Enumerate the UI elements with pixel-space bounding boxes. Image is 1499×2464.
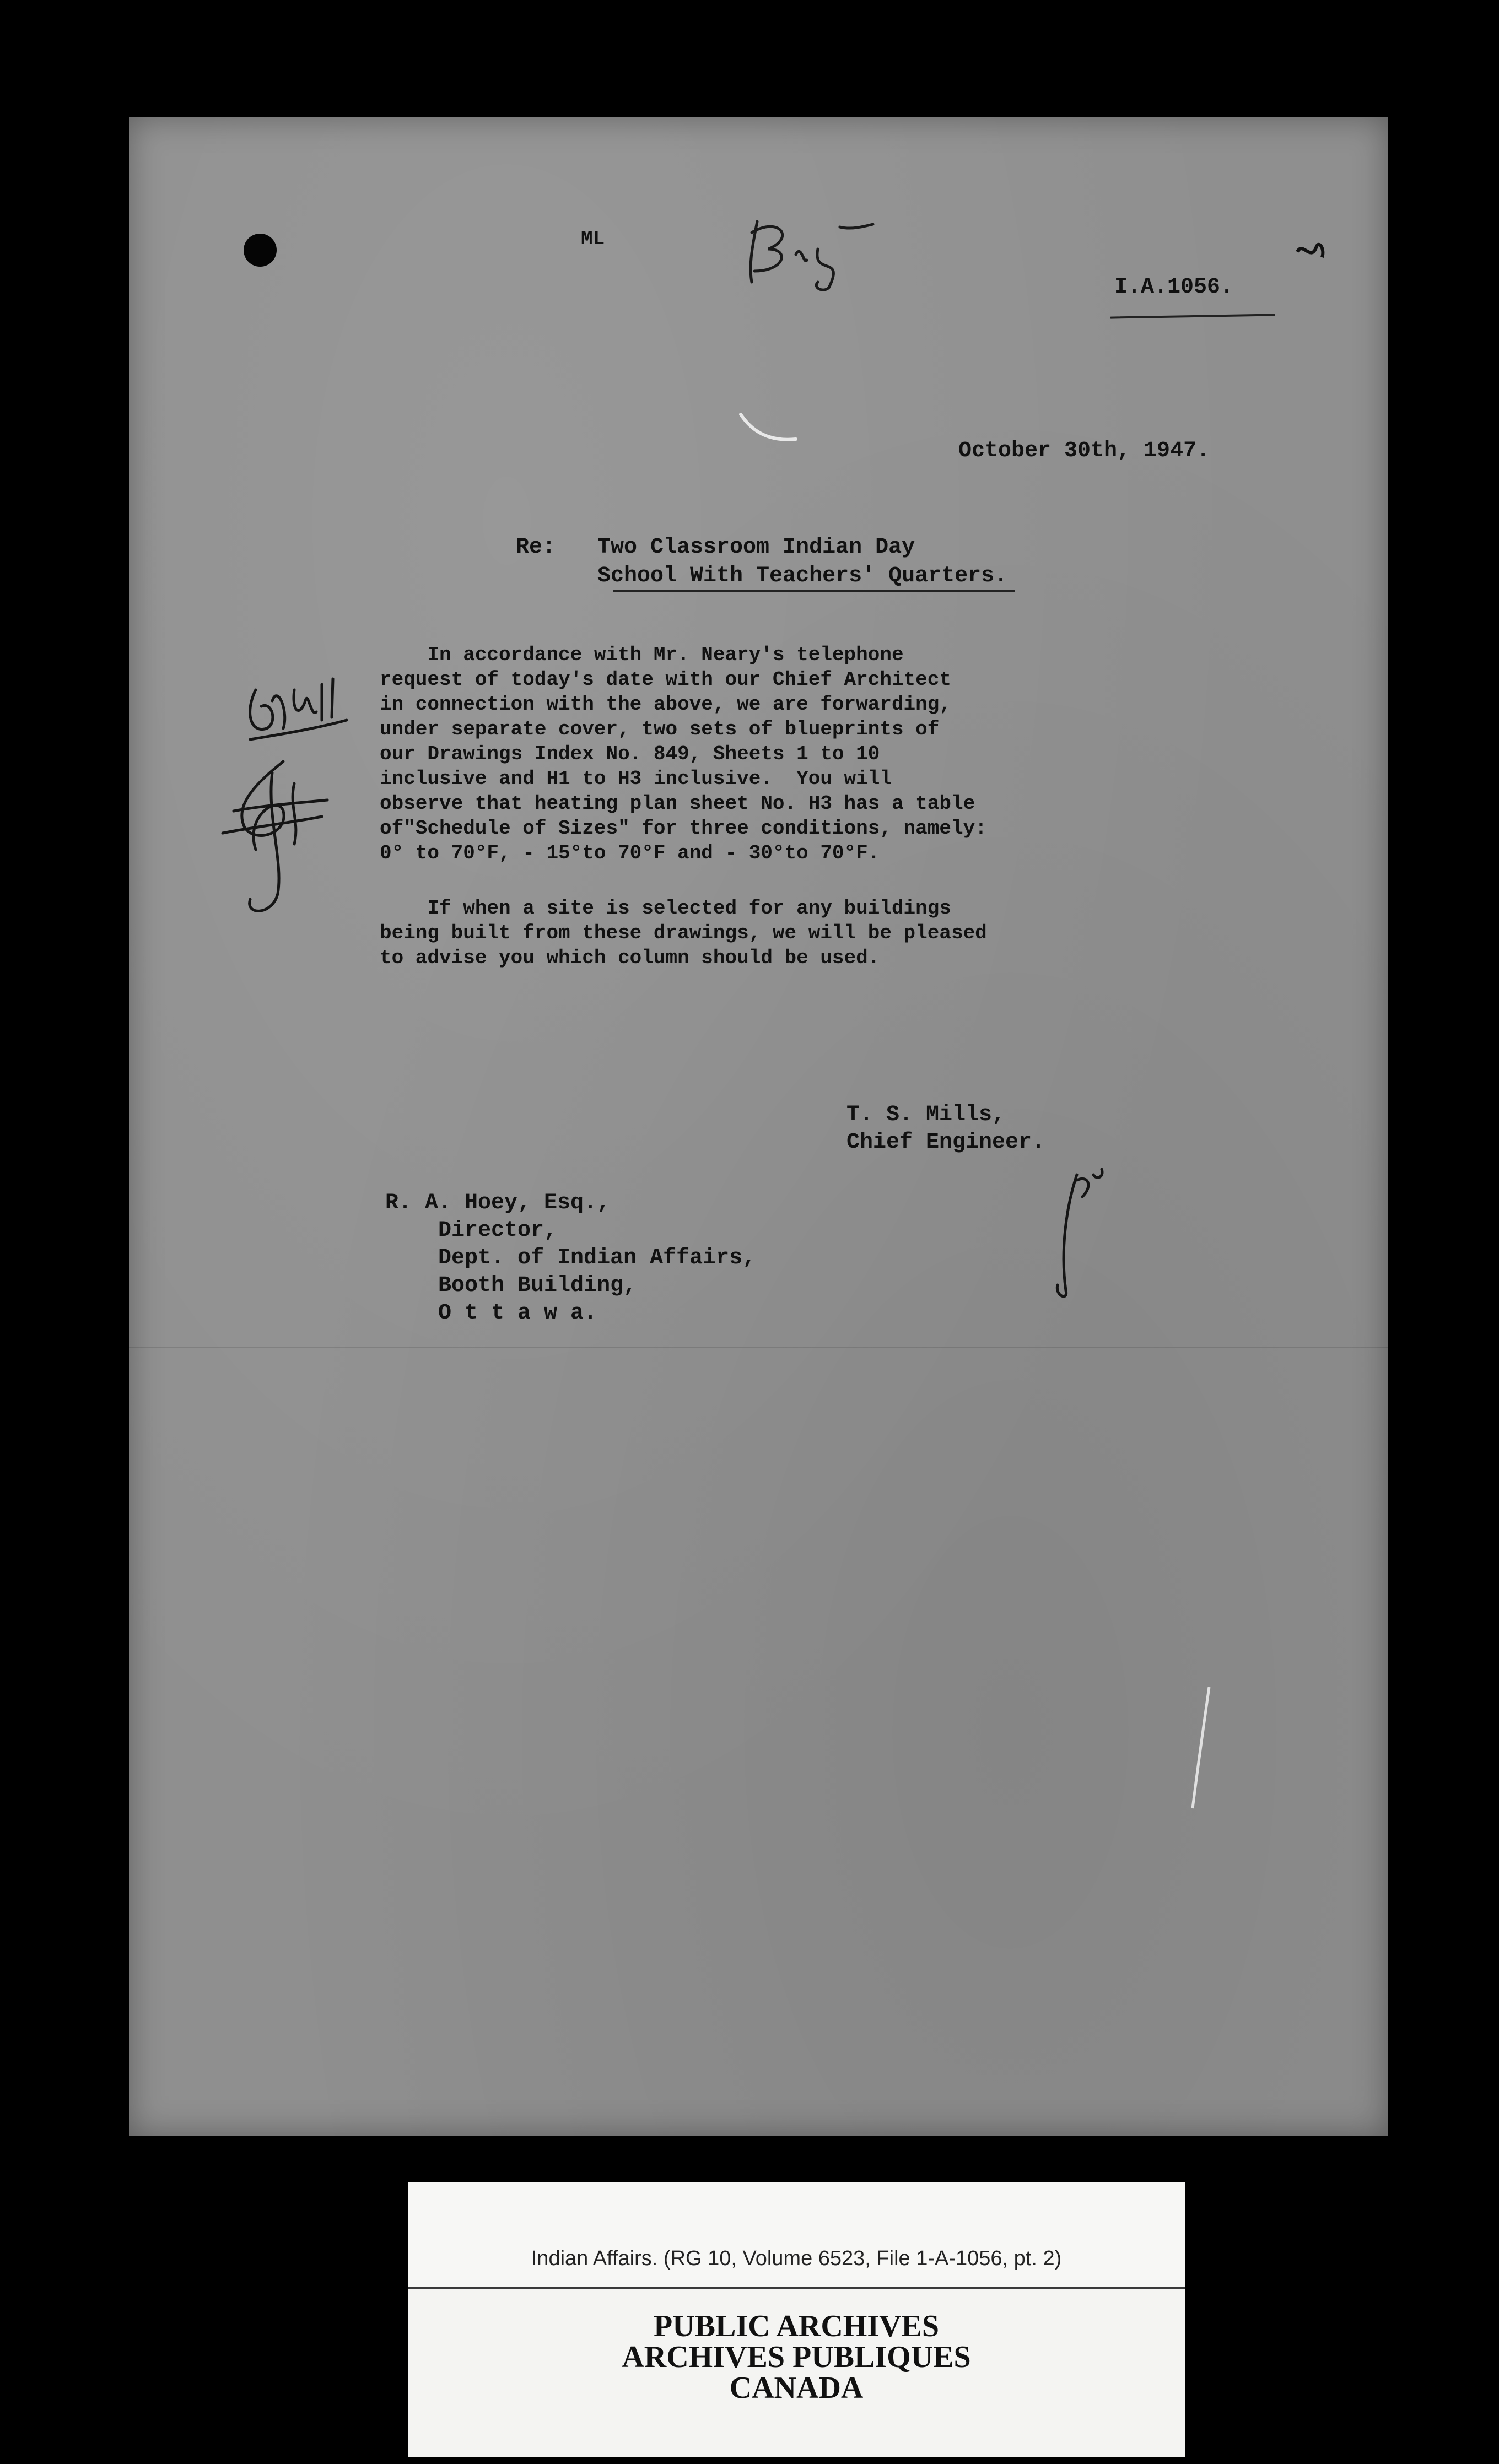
- body-paragraph-1-line: under separate cover, two sets of blueprints of: [380, 718, 940, 741]
- punch-hole: [244, 234, 277, 267]
- signer-name: T. S. Mills,: [846, 1103, 1006, 1127]
- page-fold-line: [129, 1347, 1388, 1348]
- body-paragraph-1-line: In accordance with Mr. Neary's telephone: [380, 644, 904, 666]
- subject-line-1: Two Classroom Indian Day: [597, 535, 915, 560]
- archive-caption-strip: [408, 2182, 1185, 2289]
- body-paragraph-1-line: of"Schedule of Sizes" for three conditions, namely:: [380, 817, 987, 840]
- re-label: Re:: [516, 535, 556, 560]
- addressee-line: Director,: [385, 1218, 558, 1243]
- addressee-line: R. A. Hoey, Esq.,: [385, 1191, 611, 1215]
- file-reference-underline: [1110, 314, 1275, 318]
- corner-scribble: [1295, 238, 1328, 266]
- archive-stamp-line: ARCHIVES PUBLIQUES: [622, 2340, 971, 2374]
- signer-title: Chief Engineer.: [846, 1130, 1045, 1155]
- body-paragraph-1-line: request of today's date with our Chief Architect: [380, 668, 951, 691]
- archive-stamp-line: PUBLIC ARCHIVES: [653, 2309, 940, 2343]
- letter-date: October 30th, 1947.: [958, 439, 1210, 463]
- addressee-line: Booth Building,: [385, 1273, 637, 1298]
- addressee-line: O t t a w a.: [385, 1301, 597, 1326]
- body-paragraph-2-line: to advise you which column should be used.: [380, 947, 880, 969]
- archive-card: [408, 2182, 1185, 2457]
- body-paragraph-1-line: observe that heating plan sheet No. H3 has a table: [380, 792, 975, 815]
- handwritten-mark-top: [735, 205, 878, 293]
- addressee-line: Dept. of Indian Affairs,: [385, 1246, 756, 1271]
- subject-line-2: School With Teachers' Quarters.: [597, 564, 1008, 588]
- signature-initials: [1044, 1164, 1110, 1307]
- typist-initials: ML: [581, 228, 605, 250]
- body-paragraph-1-line: our Drawings Index No. 849, Sheets 1 to 10: [380, 743, 880, 765]
- body-paragraph-1-line: in connection with the above, we are forwarding,: [380, 693, 951, 716]
- file-reference: I.A.1056.: [1114, 275, 1234, 300]
- check-mark: [735, 409, 801, 447]
- body-paragraph-2-line: being built from these drawings, we will be pleased: [380, 922, 987, 944]
- letter-page: [129, 117, 1388, 2136]
- body-paragraph-1-line: inclusive and H1 to H3 inclusive. You will: [380, 768, 892, 790]
- scan-scratch: [1187, 1682, 1220, 1814]
- archive-reference: Indian Affairs. (RG 10, Volume 6523, File 1-A-1056, pt. 2): [531, 2247, 1062, 2270]
- body-paragraph-2-line: If when a site is selected for any buildings: [380, 897, 951, 920]
- margin-initials-2: [212, 750, 344, 921]
- body-paragraph-1-line: 0° to 70°F, - 15°to 70°F and - 30°to 70°F.: [380, 842, 880, 864]
- archive-stamp-line: CANADA: [729, 2371, 864, 2405]
- subject-underline: [613, 590, 1015, 592]
- margin-initials-1: [239, 668, 349, 745]
